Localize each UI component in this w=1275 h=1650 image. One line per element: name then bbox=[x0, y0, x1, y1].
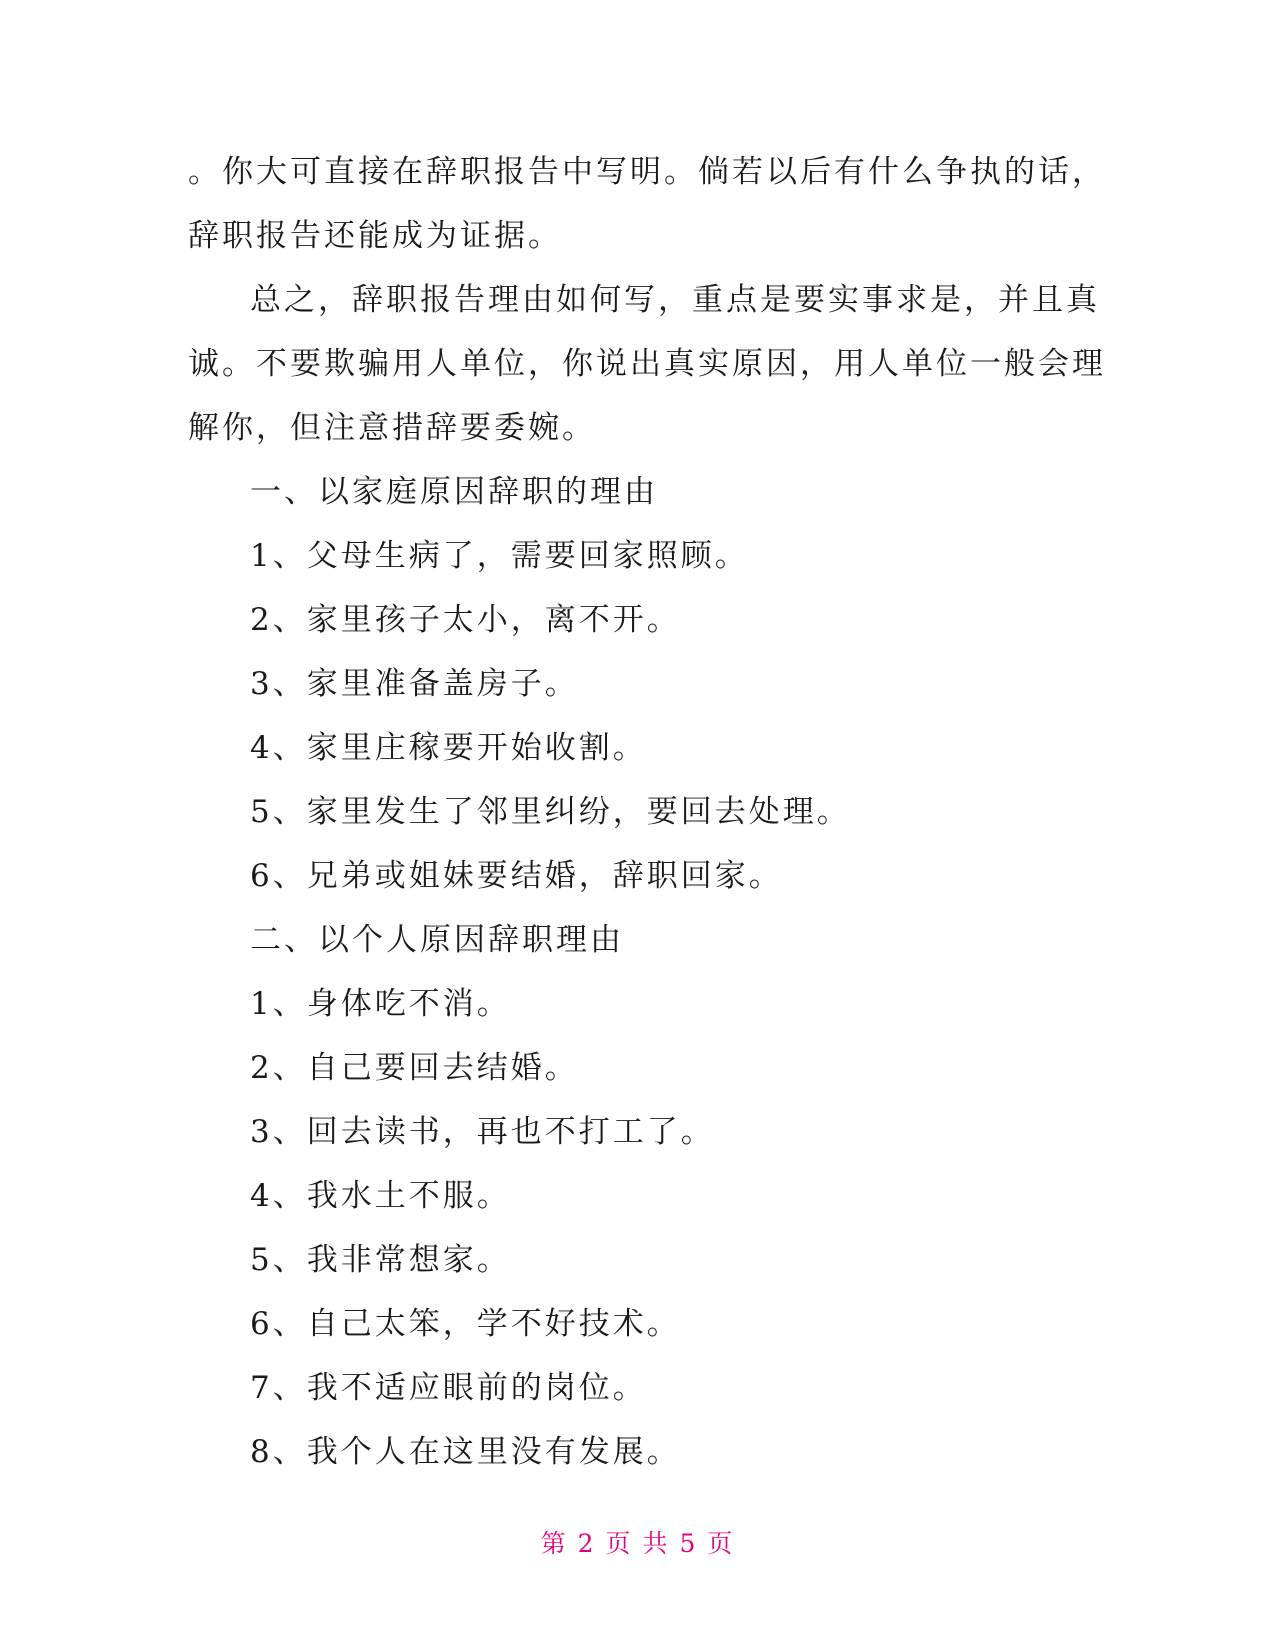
list-item: 2、自己要回去结婚。 bbox=[250, 1050, 579, 1086]
paragraph-line: 解你，但注意措辞要委婉。 bbox=[188, 410, 596, 446]
footer-suffix: 页 bbox=[707, 1529, 735, 1558]
list-item: 5、我非常想家。 bbox=[250, 1242, 511, 1278]
list-item: 7、我不适应眼前的岗位。 bbox=[250, 1370, 647, 1406]
document-body bbox=[188, 140, 1106, 1484]
list-item: 3、回去读书，再也不打工了。 bbox=[250, 1114, 715, 1150]
list-item: 8、我个人在这里没有发展。 bbox=[250, 1434, 681, 1470]
list-item: 4、我水土不服。 bbox=[250, 1178, 511, 1214]
list-item: 1、父母生病了，需要回家照顾。 bbox=[250, 538, 749, 574]
list-item: 5、家里发生了邻里纠纷，要回去处理。 bbox=[250, 794, 851, 830]
section-heading-personal: 二、以个人原因辞职理由 bbox=[250, 922, 624, 958]
list-item: 6、自己太笨，学不好技术。 bbox=[250, 1306, 681, 1342]
list-item: 2、家里孩子太小，离不开。 bbox=[250, 602, 681, 638]
paragraph-line: 诚。不要欺骗用人单位，你说出真实原因，用人单位一般会理 bbox=[188, 346, 1106, 382]
paragraph-line: 。你大可直接在辞职报告中写明。倘若以后有什么争执的话， bbox=[188, 154, 1106, 190]
list-item: 4、家里庄稼要开始收割。 bbox=[250, 730, 647, 766]
list-item: 1、身体吃不消。 bbox=[250, 986, 511, 1022]
total-pages: 5 bbox=[679, 1529, 698, 1558]
paragraph-line: 总之，辞职报告理由如何写，重点是要实事求是，并且真 bbox=[250, 282, 1100, 318]
footer-middle: 页 共 bbox=[605, 1529, 670, 1558]
section-heading-family: 一、以家庭原因辞职的理由 bbox=[250, 474, 658, 510]
footer-prefix: 第 bbox=[540, 1529, 568, 1558]
list-item: 6、兄弟或姐妹要结婚，辞职回家。 bbox=[250, 858, 783, 894]
paragraph-line: 辞职报告还能成为证据。 bbox=[188, 218, 562, 254]
page-number: 2 bbox=[577, 1529, 596, 1558]
list-item: 3、家里准备盖房子。 bbox=[250, 666, 579, 702]
page-footer bbox=[0, 1524, 1275, 1560]
